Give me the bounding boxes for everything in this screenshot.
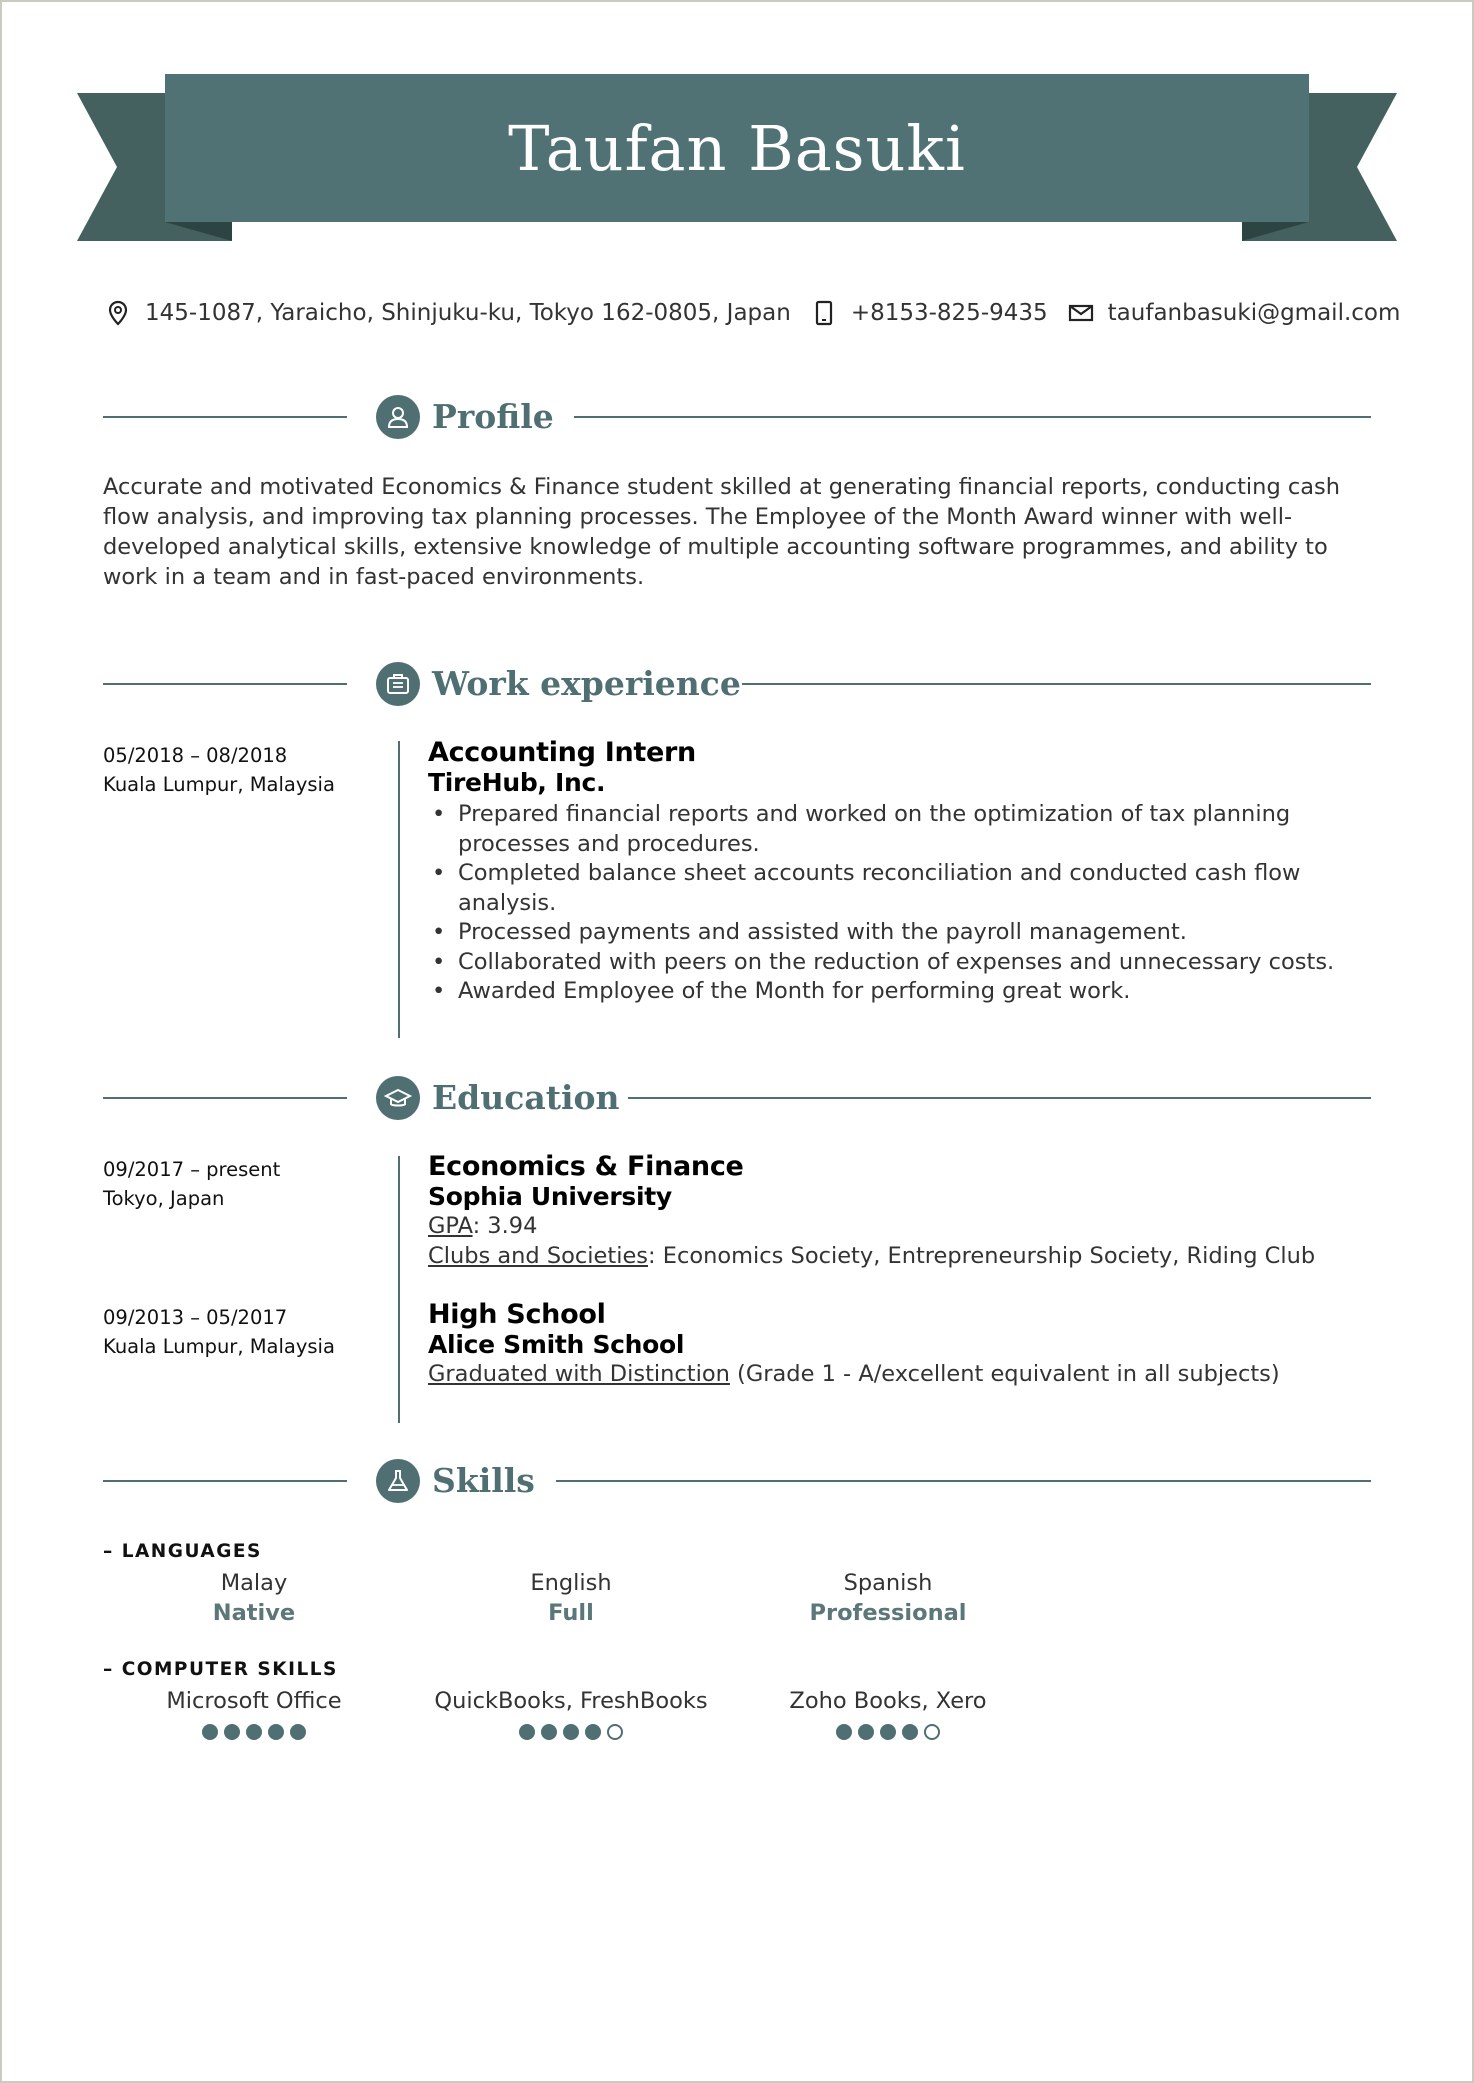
school-name: Sophia University [428,1182,672,1211]
rating-dot-filled [880,1724,896,1740]
candidate-name: Taufan Basuki [508,111,966,185]
work-entry-meta [103,741,335,799]
language-level: Full [548,1600,594,1626]
education-entry-meta [103,1155,280,1213]
timeline-line [398,741,400,1038]
computer-skill-name: QuickBooks, FreshBooks [434,1688,708,1714]
phone-icon [809,298,839,328]
language-item [104,1568,404,1628]
computer-skill-name: Zoho Books, Xero [789,1688,987,1714]
address-text: 145-1087, Yaraicho, Shinjuku-ku, Tokyo 162-0805, Japan [145,300,791,326]
email-text: taufanbasuki@gmail.com [1107,300,1401,326]
divider-line [574,416,1371,418]
honor-line [428,1360,1388,1390]
education-location: Tokyo, Japan [103,1187,225,1210]
divider-line [742,683,1371,685]
language-name: Malay [220,1570,288,1596]
location-pin-icon [103,298,133,328]
rating-dot-filled [858,1724,874,1740]
job-title: Accounting Intern [428,737,696,768]
profile-line: work in a team and in fast-paced environments. [103,564,645,590]
name-ribbon [0,0,1474,260]
gpa-label: GPA [428,1213,473,1239]
skills-section-header [103,1457,1371,1505]
rating-dot-filled [224,1724,240,1740]
gpa-line [428,1212,1388,1242]
skill-rating [104,1724,404,1740]
degree-title: High School [428,1299,606,1330]
phone-text: +8153-825-9435 [850,300,1048,326]
envelope-icon [1066,298,1096,328]
rating-dot-filled [519,1724,535,1740]
computer-skills-label: – COMPUTER SKILLS [103,1659,338,1680]
rating-dot-filled [541,1724,557,1740]
contact-bar [103,293,1401,333]
section-title-profile: Profile [432,397,554,436]
divider-line [103,416,347,418]
list-item: • Processed payments and assisted with the payroll management. [458,918,1388,948]
work-bullets [428,800,1388,1007]
rating-dot-filled [246,1724,262,1740]
profile-line: flow analysis, and improving tax planning processes. The Employee of the Month Award winner with well- [103,504,1293,530]
language-name: English [530,1570,612,1596]
divider-line [103,683,347,685]
contact-email[interactable] [1066,298,1401,328]
rating-dot-empty [924,1724,940,1740]
degree-title: Economics & Finance [428,1151,744,1182]
education-entry-meta [103,1303,335,1361]
skill-rating [421,1724,721,1740]
rating-dot-filled [268,1724,284,1740]
divider-line [556,1480,1371,1482]
rating-dot-filled [585,1724,601,1740]
skill-rating [738,1724,1038,1740]
language-level: Native [212,1600,296,1626]
rating-dot-empty [607,1724,623,1740]
contact-address [103,298,791,328]
computer-skill-name: Microsoft Office [166,1688,342,1714]
work-location: Kuala Lumpur, Malaysia [103,773,335,796]
work-section-header [103,660,1371,708]
honor-value: (Grade 1 - A/excellent equivalent in all subjects) [729,1361,1280,1387]
education-location: Kuala Lumpur, Malaysia [103,1335,335,1358]
honor-label: Graduated with Distinction [428,1361,730,1387]
flask-icon [376,1459,420,1503]
computer-skill-item [104,1686,404,1740]
rating-dot-filled [563,1724,579,1740]
section-title-education: Education [432,1078,620,1117]
rating-dot-filled [902,1724,918,1740]
profile-summary [103,472,1373,592]
contact-phone[interactable] [809,298,1048,328]
clubs-line [428,1242,1388,1272]
divider-line [103,1480,347,1482]
timeline-line [398,1156,400,1423]
clubs-value: : Economics Society, Entrepreneurship Society, Riding Club [648,1242,1316,1269]
section-title-work: Work experience [432,664,741,703]
language-level: Professional [809,1600,967,1626]
profile-line: Accurate and motivated Economics & Finance student skilled at generating financial reports, conducting cash [103,474,1341,500]
work-entry [428,738,1388,1007]
divider-line [628,1097,1371,1099]
briefcase-icon [376,662,420,706]
profile-line: developed analytical skills, extensive knowledge of multiple accounting software programmes, and ability to [103,534,1328,560]
language-name: Spanish [843,1570,933,1596]
rating-dot-filled [290,1724,306,1740]
work-dates: 05/2018 – 08/2018 [103,744,288,767]
computer-skill-item [738,1686,1038,1740]
user-icon [376,395,420,439]
rating-dot-filled [836,1724,852,1740]
company-name: TireHub, Inc. [428,768,606,797]
list-item: • Completed balance sheet accounts reconciliation and conducted cash flow analysis. [458,859,1388,918]
divider-line [103,1097,347,1099]
list-item: • Collaborated with peers on the reduction of expenses and unnecessary costs. [458,948,1388,978]
languages-label: – LANGUAGES [103,1541,262,1562]
school-name: Alice Smith School [428,1330,685,1359]
gpa-value: : 3.94 [472,1213,538,1239]
list-item: • Awarded Employee of the Month for performing great work. [458,977,1388,1007]
rating-dot-filled [202,1724,218,1740]
language-item [738,1568,1038,1628]
education-entry [428,1300,1388,1390]
section-title-skills: Skills [432,1461,535,1500]
clubs-label: Clubs and Societies [428,1242,649,1269]
language-item [421,1568,721,1628]
education-section-header [103,1074,1371,1122]
education-dates: 09/2013 – 05/2017 [103,1306,288,1329]
graduation-cap-icon [376,1076,420,1120]
profile-section-header [103,393,1371,441]
education-dates: 09/2017 – present [103,1158,281,1181]
list-item: • Prepared financial reports and worked on the optimization of tax planning processes and procedures. [458,800,1388,859]
education-entry [428,1152,1388,1271]
computer-skill-item [421,1686,721,1740]
